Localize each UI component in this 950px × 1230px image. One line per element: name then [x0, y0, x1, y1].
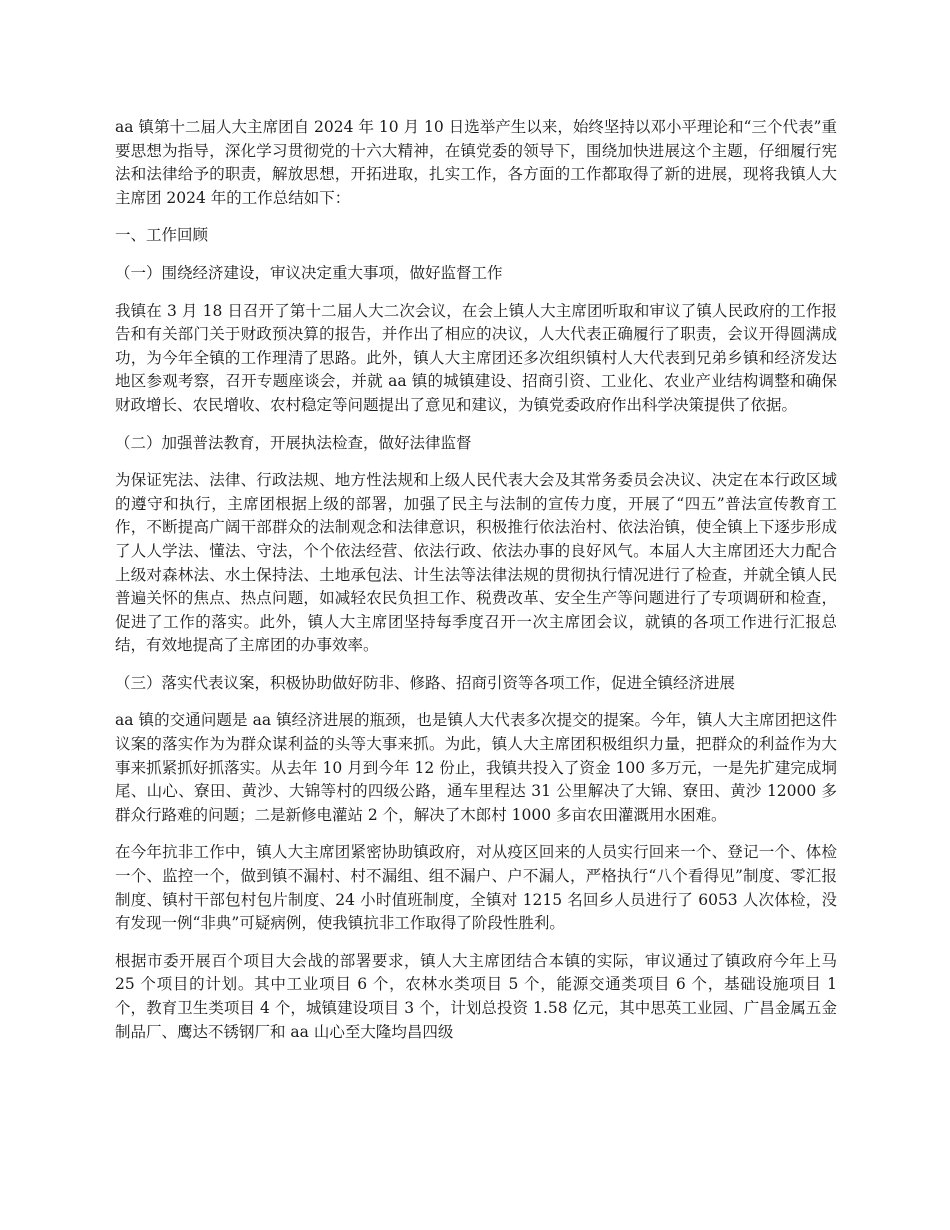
subsection-3-paragraph-traffic: aa 镇的交通问题是 aa 镇经济进展的瓶颈，也是镇人大代表多次提交的提案。今年，镇人大主席团把这件议案的落实作为为群众谋利益的头等大事来抓。为此，镇人大主席团积极组织力量，把群众的利益作为大事来抓紧抓好抓落实。从去年 10 月到今年 12 份止，我镇共投入了资金 100 多万元，一是先扩建完成垌尾、山心、寮田、黄沙、大锦等村的四级公路，通车里程达 31 公里解决了大锦、寮田、黄沙 12000 多群众行路难的问题；二是新修电灌站 2 个，解决了木郎村 1000 多亩农田灌溉用水困难。 [115, 711, 837, 824]
subsection-1-paragraph: 我镇在 3 月 18 日召开了第十二届人大二次会议，在会上镇人大主席团听取和审议了镇人民政府的工作报告和有关部门关于财政预决算的报告，并作出了相应的决议，人大代表正确履行了职责，会议开得圆满成功，为今年全镇的工作理清了思路。此外，镇人大主席团还多次组织镇村人大代表到兄弟乡镇和经济发达地区参观考察，召开专题座谈会，并就 aa 镇的城镇建设、招商引资、工业化、农业产业结构调整和确保财政增长、农民增收、农村稳定等问题提出了意见和建议，为镇党委政府作出科学决策提供了依据。 [115, 301, 837, 414]
subsection-3-paragraph-projects: 根据市委开展百个项目大会战的部署要求，镇人大主席团结合本镇的实际，审议通过了镇政府今年上马 25 个项目的计划。其中工业项目 6 个，农林水类项目 5 个，能源交通类项目 6 个，基础设施项目 1 个，教育卫生类项目 4 个，城镇建设项目 3 个，计划总投资 1.58 亿元，其中思英工业园、广昌金属五金制品厂、鹰达不锈钢厂和 aa 山心至大隆均昌四级 [115, 951, 837, 1041]
subsection-title-1: （一）围绕经济建设，审议决定重大事项，做好监督工作 [115, 263, 503, 282]
intro-paragraph: aa 镇第十二届人大主席团自 2024 年 10 月 10 日选举产生以来，始终坚持以邓小平理论和“三个代表”重要思想为指导，深化学习贯彻党的十六大精神，在镇党委的领导下，围绕加快进展这个主题，仔细履行宪法和法律给予的职责，解放思想，开拓进取，扎实工作，各方面的工作都取得了新的进展，现将我镇人大主席团 2024 年的工作总结如下： [115, 118, 837, 207]
document-body [115, 116, 837, 1058]
subsection-3-paragraph-sars: 在今年抗非工作中，镇人大主席团紧密协助镇政府，对从疫区回来的人员实行回来一个、登记一个、体检一个、监控一个，做到镇不漏村、村不漏组、组不漏户、户不漏人，严格执行“八个看得见”制度、零汇报制度、镇村干部包村包片制度、24 小时值班制度，全镇对 1215 名回乡人员进行了 6053 人次体检，没有发现一例“非典”可疑病例，使我镇抗非工作取得了阶段性胜利。 [115, 843, 837, 933]
subsection-2-paragraph: 为保证宪法、法律、行政法规、地方性法规和上级人民代表大会及其常务委员会决议、决定在本行政区域的遵守和执行，主席团根据上级的部署，加强了民主与法制的宣传力度，开展了“四五”普法宣传教育工作，不断提高广阔干部群众的法制观念和法律意识，积极推行依法治村、依法治镇，使全镇上下逐步形成了人人学法、懂法、守法，个个依法经营、依法行政、依法办事的良好风气。本届人大主席团还大力配合上级对森林法、水土保持法、土地承包法、计生法等法律法规的贯彻执行情况进行了检查，并就全镇人民普遍关怀的焦点、热点问题，如减轻农民负担工作、税费改革、安全生产等问题进行了专项调研和检查，促进了工作的落实。此外，镇人大主席团坚持每季度召开一次主席团会议，就镇的各项工作进行汇报总结，有效地提高了主席团的办事效率。 [115, 471, 837, 655]
section-title-work-review: 一、工作回顾 [115, 226, 209, 245]
subsection-title-2: （二）加强普法教育，开展执法检查，做好法律监督 [115, 433, 472, 452]
subsection-title-3: （三）落实代表议案，积极协助做好防非、修路、招商引资等各项工作，促进全镇经济进展 [115, 673, 736, 692]
